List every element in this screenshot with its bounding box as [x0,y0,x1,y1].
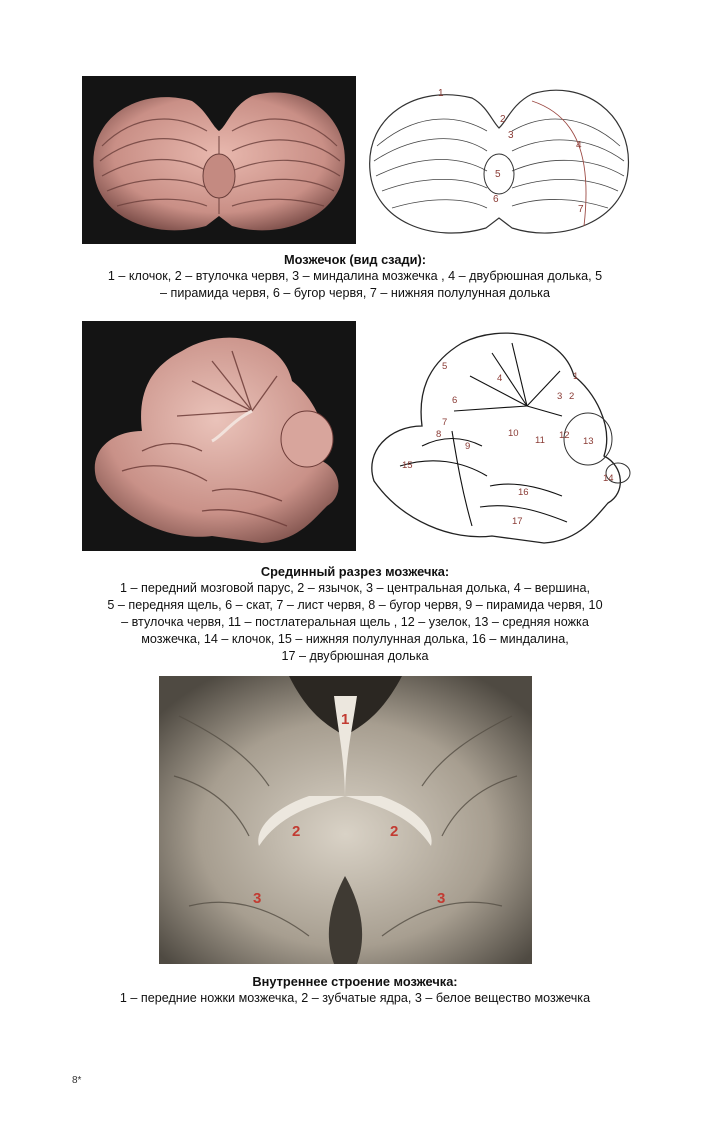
cerebellum-midsagittal-photo [82,321,356,551]
label-8: 8 [436,429,442,440]
label-1: 1 [573,371,579,382]
caption-line: 1 – клочок, 2 – втулочка червя, 3 – миндалина мозжечка , 4 – двубрюшная долька, 5 [107,269,603,283]
label-13: 13 [583,436,594,447]
label-2-right: 2 [390,823,399,840]
label-12: 12 [559,430,570,441]
label-1: 1 [341,711,350,728]
label-5: 5 [442,361,448,372]
label-5: 5 [495,169,501,180]
label-1: 1 [438,88,444,99]
label-10: 10 [508,428,519,439]
label-2: 2 [569,391,575,402]
cerebellum-internal-structure-photo [159,676,532,964]
label-3: 3 [508,130,514,141]
label-4: 4 [576,140,582,151]
label-15: 15 [402,460,413,471]
label-4: 4 [497,373,503,384]
caption-line: мозжечка, 14 – клочок, 15 – нижняя полулунная долька, 16 – миндалина, [141,632,569,646]
caption-line: 5 – передняя щель, 6 – скат, 7 – лист червя, 8 – бугор червя, 9 – пирамида червя, 10 [107,598,603,612]
label-3: 3 [557,391,563,402]
caption-title: Внутреннее строение мозжечка: [252,974,458,989]
label-7: 7 [578,204,584,215]
caption-title: Срединный разрез мозжечка: [260,564,450,579]
caption-line: 1 – передние ножки мозжечка, 2 – зубчатые ядра, 3 – белое вещество мозжечка [119,991,591,1005]
label-3-left: 3 [253,890,262,907]
label-11: 11 [535,435,545,446]
label-14: 14 [603,473,614,484]
caption-line: – пирамида червя, 6 – бугор червя, 7 – нижняя полулунная долька [160,286,550,300]
label-2-left: 2 [292,823,301,840]
label-6: 6 [493,194,499,205]
caption-posterior-view [70,251,640,302]
caption-internal-structure [70,973,640,1007]
label-7: 7 [442,417,448,428]
caption-title: Мозжечок (вид сзади): [283,252,427,267]
label-2: 2 [500,114,506,125]
caption-line: 1 – передний мозговой парус, 2 – язычок, 3 – центральная долька, 4 – вершина, [120,581,590,595]
caption-midsagittal-section [70,563,640,665]
cerebellum-posterior-photo [82,76,356,244]
page-number: 8* [72,1075,82,1086]
label-16: 16 [518,487,529,498]
label-17: 17 [512,516,523,527]
cerebellum-posterior-drawing [362,76,636,244]
caption-line: 17 – двубрюшная долька [281,649,429,663]
cerebellum-midsagittal-drawing [362,321,636,551]
label-6: 6 [452,395,458,406]
caption-line: – втулочка червя, 11 – постлатеральная щель , 12 – узелок, 13 – средняя ножка [121,615,589,629]
label-3-right: 3 [437,890,446,907]
label-9: 9 [465,441,471,452]
